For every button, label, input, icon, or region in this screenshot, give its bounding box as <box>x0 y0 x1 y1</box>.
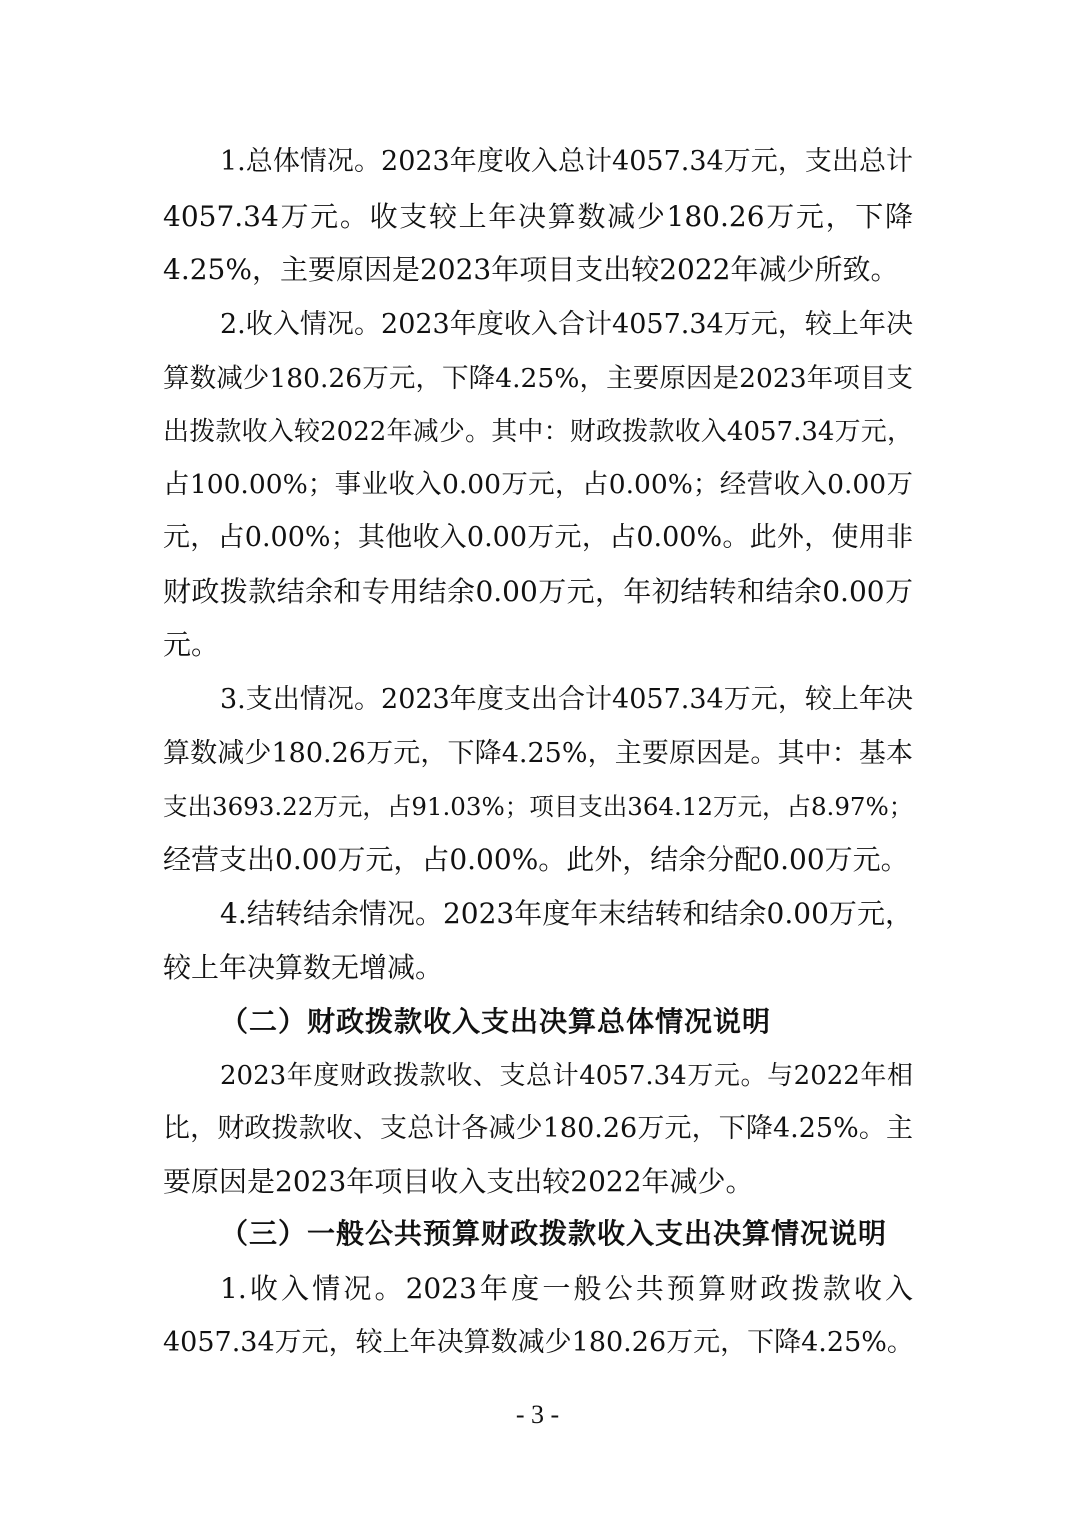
paragraph-line: 4057.34万元，较上年决算数减少180.26万元，下降4.25%。 <box>163 1327 914 1358</box>
paragraph-line: 4.结转结余情况。2023年度年末结转和结余0.00万元， <box>220 897 913 930</box>
paragraph-line: 出拨款收入较2022年减少。其中：财政拨款收入4057.34万元， <box>163 417 913 447</box>
paragraph-line: 2.收入情况。2023年度收入合计4057.34万元，较上年决 <box>220 309 913 340</box>
paragraph-line: 4.25%，主要原因是2023年项目支出较2022年减少所致。 <box>163 253 899 286</box>
paragraph-line: 较上年决算数无增减。 <box>163 951 444 984</box>
paragraph-line: 元，占0.00%；其他收入0.00万元，占0.00%。此外，使用非 <box>163 522 913 553</box>
paragraph-line: 支出3693.22万元，占91.03%；项目支出364.12万元，占8.97%； <box>163 792 914 821</box>
paragraph-line: 经营支出0.00万元，占0.00%。此外，结余分配0.00万元。 <box>163 843 909 876</box>
page-number: - 3 - <box>515 1400 560 1429</box>
paragraph-line: 1.收入情况。2023年度一般公共预算财政拨款收入 <box>220 1272 913 1305</box>
paragraph-line: 元。 <box>163 628 220 661</box>
paragraph-line: 2023年度财政拨款收、支总计4057.34万元。与2022年相 <box>220 1061 913 1091</box>
paragraph-line: 算数减少180.26万元，下降4.25%，主要原因是2023年项目支 <box>163 363 913 394</box>
paragraph-line: 3.支出情况。2023年度支出合计4057.34万元，较上年决 <box>220 684 913 715</box>
paragraph-line: 占100.00%；事业收入0.00万元，占0.00%；经营收入0.00万 <box>163 469 913 500</box>
section-heading-2: （二）财政拨款收入支出决算总体情况说明 <box>220 1005 772 1038</box>
paragraph-line: 算数减少180.26万元，下降4.25%，主要原因是。其中：基本 <box>163 738 913 769</box>
section-heading-3: （三）一般公共预算财政拨款收入支出决算情况说明 <box>220 1217 888 1250</box>
paragraph-line: 4057.34万元。收支较上年决算数减少180.26万元，下降 <box>163 200 913 233</box>
paragraph-line: 要原因是2023年项目收入支出较2022年减少。 <box>163 1165 754 1198</box>
paragraph-line: 财政拨款结余和专用结余0.00万元，年初结转和结余0.00万 <box>163 575 913 608</box>
paragraph-line: 比，财政拨款收、支总计各减少180.26万元，下降4.25%。主 <box>163 1113 913 1144</box>
paragraph-line: 1.总体情况。2023年度收入总计4057.34万元，支出总计 <box>220 146 913 177</box>
